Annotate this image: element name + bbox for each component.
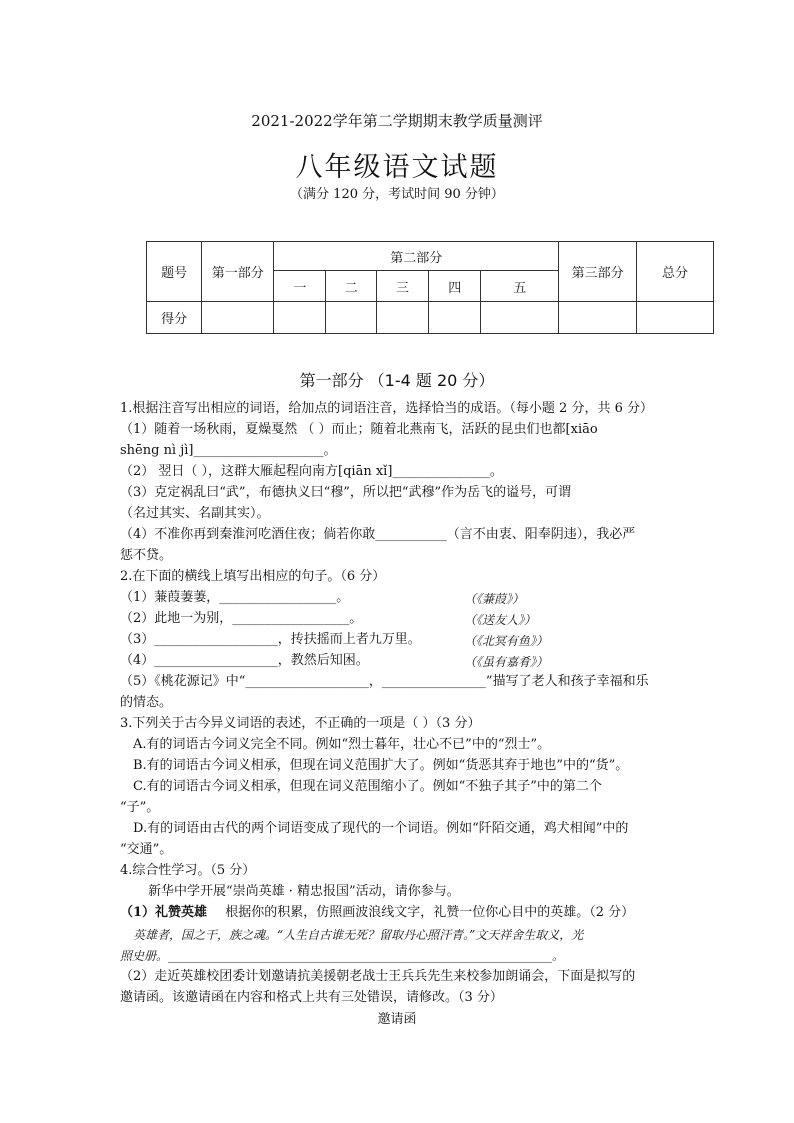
score-cell[interactable] [559,302,637,334]
question-line: 的情态。 [120,695,173,710]
letter-title: 邀请函 [377,1012,417,1027]
question-line: （名过其实、名副其实）。 [120,506,270,521]
score-table [146,241,714,334]
question-line: （1）随着一场秋雨，夏燥戛然 （ ）而止；随着北燕南飞，活跃的昆虫们也都[xiāo [120,422,598,437]
question-line: shēng nì jì]____________________。 [120,443,337,458]
question-line: （3）___________________，抟扶摇而上者九万里。 [120,632,421,647]
question-stem: 3.下列关于古今异义词语的表述，不正确的一项是（ ）（3 分） [120,716,481,731]
question-line: （4）___________________，教然后知困。 [120,653,369,668]
poem-source: （《虽有嘉肴》） [464,655,549,669]
option-d: D.有的词语由古代的两个词语变成了现代的一个词语。例如“阡陌交通，鸡犬相闻”中的 [133,821,629,836]
sub-question-line [120,904,634,922]
score-table-header-part2: 第二部分 [274,242,559,271]
exam-term: 2021-2022学年第二学期期末教学质量测评 [251,112,543,130]
section-heading: 第一部分 （1-4 题 20 分） [299,371,495,390]
question-stem: 1.根据注音写出相应的词语，给加点的词语注音，选择恰当的成语。（每小题 2 分，共 6 分） [120,401,653,416]
question-line: （1）蒹葭萋萋，__________________。 [120,590,350,605]
poem-source: （《北冥有鱼》） [464,634,549,648]
score-table-header-part3: 第三部分 [559,242,637,302]
option-b: B.有的词语古今词义相承，但现在词义范围扩大了。例如“货恶其弃于地也”中的“货”。 [133,758,629,773]
option-d-cont: “交通”。 [120,842,173,857]
question-line: 惩不贷。 [120,548,173,563]
score-cell[interactable] [429,302,481,334]
sub-question-label: （1）礼赞英雄 [120,905,208,920]
page-title: 八年级语文试题 [295,152,499,183]
question-line: （5）《桃花源记》中“___________________，________________”描写了老人和孩子幸福和乐 [120,674,649,689]
score-table-subcol: 一 [274,271,326,302]
score-table-header-total: 总分 [637,242,714,302]
question-line: （2）走近英雄校团委计划邀请抗美援朝老战士王兵兵先生来校参加朗诵会，下面是拟写的 [120,969,636,984]
option-c: C.有的词语古今词义相承，但现在词义范围缩小了。例如“不独子其子”中的第二个 [133,779,602,794]
exam-subtitle: （满分 120 分，考试时间 90 分钟） [290,187,504,202]
score-cell[interactable] [202,302,274,334]
score-table-row-label: 得分 [147,302,202,334]
score-table-subcol: 五 [481,271,559,302]
score-table-header-tihao: 题号 [147,242,202,302]
score-cell[interactable] [274,302,326,334]
score-table-subcol: 二 [326,271,376,302]
question-stem: 2.在下面的横线上填写出相应的句子。（6 分） [120,569,386,584]
score-table-subcol: 三 [376,271,428,302]
poem-source: （《蒹葭》） [464,592,525,606]
option-c-cont: “子”。 [120,800,160,815]
question-line: 邀请函。该邀请函在内容和格式上共有三处错误，请修改。（3 分） [120,990,503,1005]
question-line: （2） 翌日（ ），这群大雁起程向南方[qiān xǐ]_______________。 [120,464,503,479]
model-passage-cont: 照史册。________________________________________________________________。 [120,949,565,963]
score-cell[interactable] [637,302,714,334]
score-cell[interactable] [481,302,559,334]
score-table-header-part1: 第一部分 [202,242,274,302]
model-passage: 英雄者，国之干，族之魂。“人生自古谁无死？留取丹心照汗青。”文天祥舍生取义，光 [133,928,584,942]
question-line: （4）不准你再到秦淮河吃酒住夜；倘若你敢___________（言不由衷、阳奉阴违），我必严 [120,527,636,542]
sub-question-text: 根据你的积累，仿照画波浪线文字，礼赞一位你心目中的英雄。（2 分） [225,905,635,920]
option-a: A.有的词语古今词义完全不同。例如“烈士暮年，壮心不已”中的“烈士”。 [133,737,551,752]
score-cell[interactable] [376,302,428,334]
question-line: （3）克定祸乱曰“武”，布德执义曰“穆”，所以把“武穆”作为岳飞的谥号，可谓 [120,485,572,500]
score-cell[interactable] [326,302,376,334]
score-table-subcol: 四 [429,271,481,302]
poem-source: （《送友人》） [464,613,537,627]
question-line: （2）此地一为别，__________________。 [120,611,363,626]
question-stem: 4.综合性学习。（5 分） [120,863,256,878]
question-line: 新华中学开展“崇尚英雄 · 精忠报国”活动，请你参与。 [148,884,460,899]
